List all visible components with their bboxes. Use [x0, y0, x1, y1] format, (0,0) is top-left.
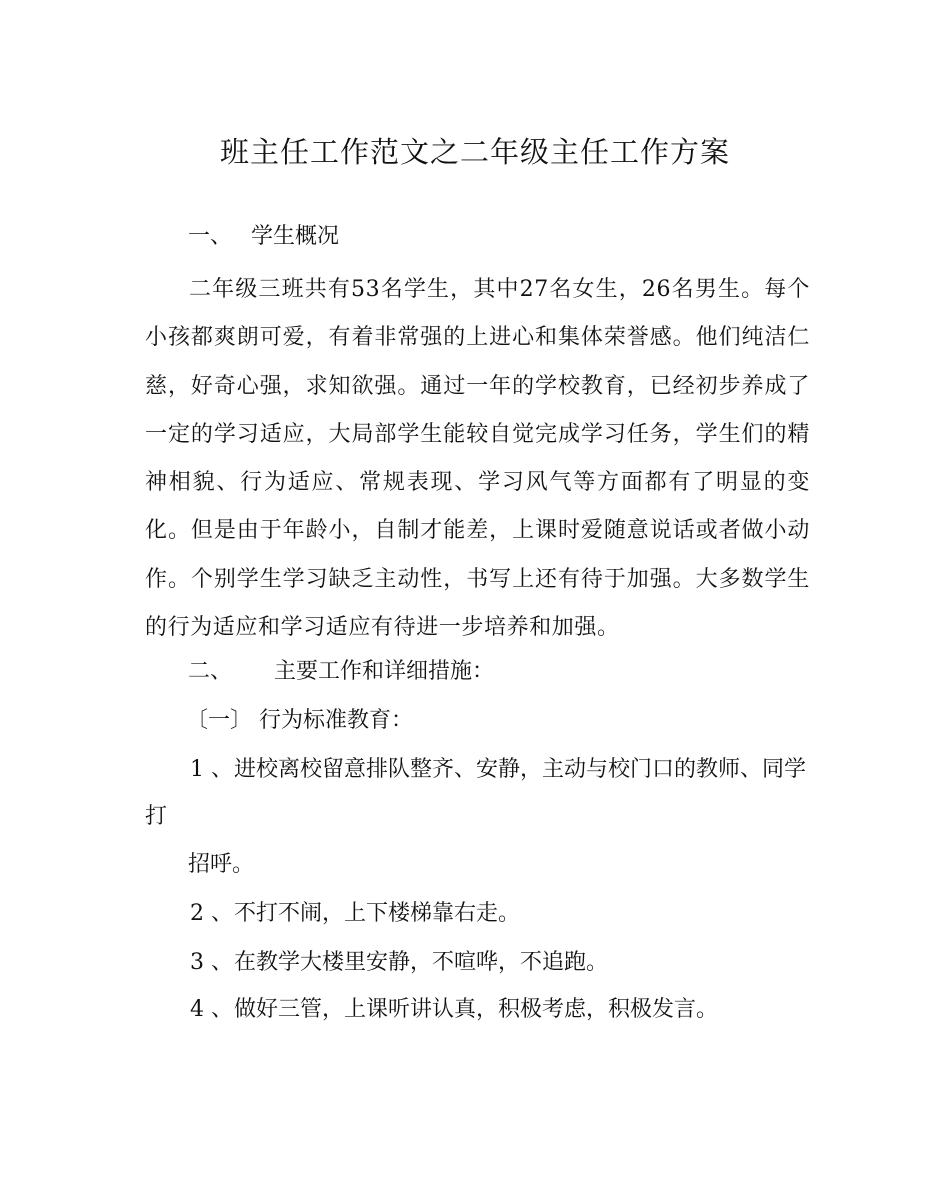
- list-item-number: 2 、: [190, 901, 233, 926]
- list-item-number: 4 、: [190, 997, 233, 1022]
- list-item: [190, 948, 608, 978]
- list-item: [190, 755, 806, 785]
- document-title: 班主任工作范文之二年级主任工作方案: [219, 135, 730, 169]
- list-item-text: 做好三管，上课听讲认真，积极考虑，积极发言。: [234, 997, 719, 1022]
- list-item: [190, 899, 520, 929]
- section-heading-text: 主要工作和详细措施：: [274, 659, 495, 684]
- list-item-text: 在教学大楼里安静，不喧哗，不追跑。: [234, 950, 609, 975]
- section-heading-text: 学生概况: [251, 224, 340, 249]
- section-number: 一、: [188, 224, 233, 249]
- section-heading-1: [188, 222, 339, 252]
- list-item-text: 不打不闹，上下楼梯靠右走。: [234, 901, 521, 926]
- list-item: [190, 995, 718, 1025]
- list-item-text: 进校离校留意排队整齐、安静，主动与校门口的教师、同学: [234, 757, 807, 782]
- student-overview-paragraph: 二年级三班共有53名学生，其中27名女生，26名男生。每个小孩都爽朗可爱，有着非常强的上进心和集体荣誉感。他们纯洁仁慈，好奇心强，求知欲强。通过一年的学校教育，已经初步养成了一定的学习适应，大局部学生能较自觉完成学习任务，学生们的精神相貌、行为适应、常规表现、学习风气等方面都有了明显的变化。但是由于年龄小，自制才能差，上课时爱随意说话或者做小动作。个别学生学习缺乏主动性，书写上还有待于加强。大多数学生的行为适应和学习适应有待进一步培养和加强。: [145, 277, 810, 641]
- list-item-continuation: 招呼。: [188, 852, 255, 877]
- section-number: 二、: [188, 659, 233, 684]
- list-item-number: 3 、: [190, 950, 233, 975]
- list-item-number: 1 、: [190, 757, 233, 782]
- section-heading-2: [188, 657, 494, 687]
- subsection-heading: 〔一〕 行为标准教育：: [186, 708, 413, 733]
- list-item-continuation: 打: [145, 804, 168, 829]
